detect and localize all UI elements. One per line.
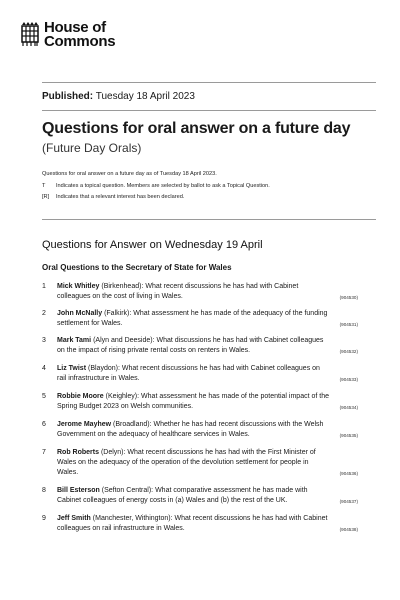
question-number: 1 — [42, 283, 46, 290]
house-of-commons-logo — [20, 21, 115, 49]
constituency: (Alyn and Deeside): — [93, 337, 155, 344]
question-ref: (904535) — [339, 433, 358, 438]
member-name: Robbie Moore — [57, 393, 104, 400]
question-text — [57, 336, 329, 356]
member-name: Bill Esterson — [57, 487, 100, 494]
question-ref: (904530) — [339, 295, 358, 300]
page-title: Questions for oral answer on a future day — [42, 120, 351, 137]
member-name: Mark Tami — [57, 337, 92, 344]
intro-text: Questions for oral answer on a future day as of Tuesday 18 April 2023. — [42, 171, 217, 177]
question-text — [57, 282, 329, 302]
member-name: Jerome Mayhew — [57, 421, 112, 428]
question-number: 3 — [42, 337, 46, 344]
question-body: What recent discussions he has had with Cabinet colleagues on rail infrastructure in Wales. — [57, 365, 320, 382]
question-ref: (904534) — [339, 405, 358, 410]
constituency: (Delyn): — [100, 449, 126, 456]
member-name: Mick Whitley — [57, 283, 100, 290]
question-ref: (904538) — [339, 527, 358, 532]
question-body: What assessment he has made of the adequacy of the funding settlement for Wales. — [57, 310, 328, 327]
question-body: What assessment he has made of the potential impact of the Spring Budget 2023 on Welsh communities. — [57, 393, 329, 410]
question-text — [57, 392, 329, 412]
key-relevant-interest — [42, 194, 184, 201]
constituency: (Blaydon): — [88, 365, 120, 372]
question-number: 6 — [42, 421, 46, 428]
question-text — [57, 420, 329, 440]
question-text — [57, 364, 329, 384]
member-name: Rob Roberts — [57, 449, 99, 456]
question-number: 8 — [42, 487, 46, 494]
question-body: What recent discussions he has had with Cabinet colleagues on the cost of living in Wales. — [57, 283, 299, 300]
key-text: Indicates a topical question. Members are selected by ballot to ask a Topical Question. — [56, 183, 270, 189]
question-number: 4 — [42, 365, 46, 372]
published-label: Published: — [42, 91, 94, 102]
member-name: Jeff Smith — [57, 515, 91, 522]
divider-top — [42, 82, 376, 83]
question-body: What recent discussions he has had with the First Minister of Wales on the adequacy of the operation of the devolution settlement for people in Wales. — [57, 449, 316, 476]
key-symbol: T — [42, 183, 46, 189]
published-line — [42, 91, 195, 102]
constituency: (Broadland): — [113, 421, 152, 428]
member-name: John McNally — [57, 310, 103, 317]
question-ref: (904531) — [339, 322, 358, 327]
member-name: Liz Twist — [57, 365, 87, 372]
constituency: (Sefton Central): — [101, 487, 154, 494]
question-number: 2 — [42, 310, 46, 317]
logo-line-2: Commons — [44, 33, 116, 50]
question-text — [57, 514, 329, 534]
key-topical — [42, 183, 270, 190]
logo-line-1: House of — [44, 19, 106, 36]
section-heading: Questions for Answer on Wednesday 19 April — [42, 239, 263, 251]
question-number: 9 — [42, 515, 46, 522]
question-ref: (904533) — [339, 377, 358, 382]
divider-lower — [42, 219, 376, 220]
question-ref: (904537) — [339, 499, 358, 504]
constituency: (Keighley): — [105, 393, 140, 400]
question-body: Whether he has had recent discussions with the Welsh Government on the adequacy of healthcare services in Wales. — [57, 421, 324, 438]
constituency: (Birkenhead): — [101, 283, 144, 290]
constituency: (Manchester, Withington): — [92, 515, 173, 522]
question-text — [57, 486, 329, 506]
question-ref: (904532) — [339, 349, 358, 354]
question-body: What comparative assessment he has made with Cabinet colleagues of energy costs in (a) Wales and (b) the rest of the UK. — [57, 487, 308, 504]
key-symbol: [R] — [42, 194, 50, 200]
key-text: Indicates that a relevant interest has been declared. — [56, 194, 185, 200]
page-subtitle: (Future Day Orals) — [42, 141, 142, 155]
question-ref: (904536) — [339, 471, 358, 476]
question-number: 5 — [42, 393, 46, 400]
portcullis-icon — [20, 21, 40, 47]
question-text — [57, 448, 329, 478]
question-body: What recent discussions he has had with Cabinet colleagues on rail infrastructure in Wales. — [57, 515, 328, 532]
question-text — [57, 309, 329, 329]
question-body: What discussions he has had with Cabinet colleagues on the impact of rising private rental costs on renters in Wales. — [57, 337, 324, 354]
constituency: (Falkirk): — [104, 310, 132, 317]
section-subheading: Oral Questions to the Secretary of State for Wales — [42, 263, 232, 272]
question-number: 7 — [42, 449, 46, 456]
divider-middle — [42, 110, 376, 111]
logo-wordmark — [44, 21, 115, 49]
published-date: Tuesday 18 April 2023 — [95, 91, 195, 102]
